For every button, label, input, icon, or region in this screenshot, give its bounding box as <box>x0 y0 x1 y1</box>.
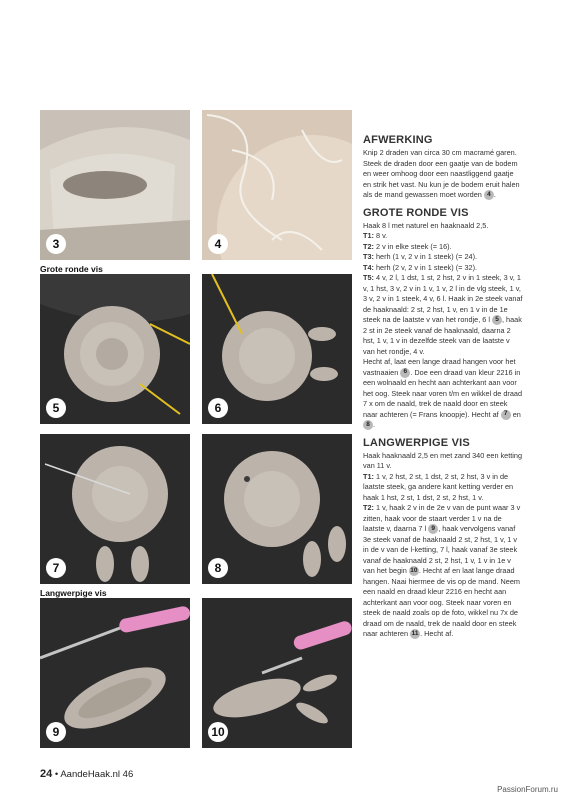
round-2: T2: 1 v, haak 2 v in de 2e v van de punt waar 3 v zitten, haak voor de staart verder 1 v na de laatste v, daarna 7 l 9 , haak vervolgens vanaf 3e steek vanaf de haaknaald 2 st, 2 hst, 1 v, 1 v in de v van de l-ketting, 7 l, haak vanaf 3e steek vanaf de haaknaald 2 st, 2 hst, 1 v, 1 v in 1e v van het begin 10. Hecht af en laat lange draad hangen. Naai hiermee de vis op de mand. Neem een naald en draad kleur 2216 en hecht aan achterkant aan voor oog. Steek naar voren en steek de naald zoals op de foto, wikkel nu 7x de draad om de naald, trek de naald door en steek naar achteren 11 . Hecht af. <box>363 503 521 638</box>
photo-10-long-fish-tail <box>202 598 352 748</box>
section-grote-ronde-vis <box>363 207 523 431</box>
photo-number-badge: 4 <box>208 234 228 254</box>
page-number: 24 <box>40 768 53 780</box>
round-4: T4: herh (2 v, 2 v in 1 steek) (= 32). <box>363 262 478 272</box>
watermark: PassionForum.ru <box>497 785 558 794</box>
photo-number-badge: 7 <box>46 558 66 578</box>
instructions-column <box>363 134 523 646</box>
photo-5-round-fish <box>40 274 190 424</box>
photo-number-badge: 9 <box>46 722 66 742</box>
round-1: T1: 1 v, 2 hst, 2 st, 1 dst, 2 st, 2 hst, 3 v in de laatste steek, ga andere kant ketting verder en haak 1 hst, 2 st, 1 dst, 2 st, 2 hst, 1 v. <box>363 471 514 502</box>
paragraph: Knip 2 draden van circa 30 cm macramé garen. Steek de draden door een gaatje van de bodem en weer omhoog door een naastliggend gaatje en strik het vast. Nu kun je de bodem eruit halen als de mand gewassen moet worden 4 . <box>363 148 520 199</box>
paragraph: Haak haaknaald 2,5 en met zand 340 een ketting van 11 v. <box>363 450 523 470</box>
photo-number-badge: 10 <box>208 722 228 742</box>
paragraph: Hecht af, laat een lange draad hangen voor het vastnaaien 6 . Doe een draad van kleur 2216 in een wolnaald en hecht aan achterkant aan voor het oog. Steek naar voren t/m en wikkel de draad 7 x om de naald, trek de naald door en steek naar achteren (= Frans knoopje). Hecht af 7 en 8 . <box>363 357 523 429</box>
photo-number-badge: 3 <box>46 234 66 254</box>
section-heading: LANGWERPIGE VIS <box>363 436 470 449</box>
photo-ref-badge: 8 <box>363 420 373 430</box>
photo-ref-badge: 9 <box>428 524 438 534</box>
photo-6-round-fish-tail <box>202 274 352 424</box>
round-5: T5: 4 v, 2 l, 1 dst, 1 st, 2 hst, 2 v in 1 steek, 3 v, 1 v, 1 hst, 3 v, 2 v in 1 v, 1 v, 2 l in de vlg steek, 1 v, 3 v, 2 v in 1 steek, 4 v, 6 l. Haak in 2e steek vanaf de haaknaald: 2 st, 2 hst, 1 v, en 1 v in de 1e steek na de laatste v van het rondje, 6 l 5 , haak 2 st in 2e steek vanaf de haaknaald, daarna 2 hst, 1 v, 1 v in dezelfde steek van de laatste v van het rondje, 4 v. <box>363 273 523 356</box>
magazine-name: AandeHaak.nl 46 <box>60 769 134 780</box>
photo-ref-badge: 11 <box>410 629 420 639</box>
round-3: T3: herh (1 v, 2 v in 1 steek) (= 24). <box>363 252 478 261</box>
photo-9-long-fish-hook <box>40 598 190 748</box>
section-heading: AFWERKING <box>363 134 433 146</box>
page-footer <box>40 768 133 780</box>
photo-3-basket <box>40 110 190 260</box>
section-langwerpige-vis <box>363 437 523 640</box>
photo-ref-badge: 7 <box>501 410 511 420</box>
photo-ref-badge: 5 <box>492 315 502 325</box>
photo-7-fish-needle <box>40 434 190 584</box>
photo-4-bottom-strings <box>202 110 352 260</box>
photo-ref-badge: 6 <box>400 368 410 378</box>
section-afwerking <box>363 134 523 201</box>
photo-8-round-fish-finished <box>202 434 352 584</box>
photo-ref-badge: 4 <box>484 190 494 200</box>
caption-grote-ronde-vis: Grote ronde vis <box>40 264 103 274</box>
caption-langwerpige-vis: Langwerpige vis <box>40 588 107 598</box>
footer-bullet: • <box>54 769 59 780</box>
photo-number-badge: 5 <box>46 398 66 418</box>
photo-number-badge: 6 <box>208 398 228 418</box>
round-1: T1: 8 v. <box>363 231 388 240</box>
round-2: T2: 2 v in elke steek (= 16). <box>363 241 452 251</box>
paragraph: Haak 8 l met naturel en haaknaald 2,5. <box>363 220 489 230</box>
section-heading: GROTE RONDE VIS <box>363 206 469 219</box>
photo-ref-badge: 10 <box>409 566 419 576</box>
photo-number-badge: 8 <box>208 558 228 578</box>
